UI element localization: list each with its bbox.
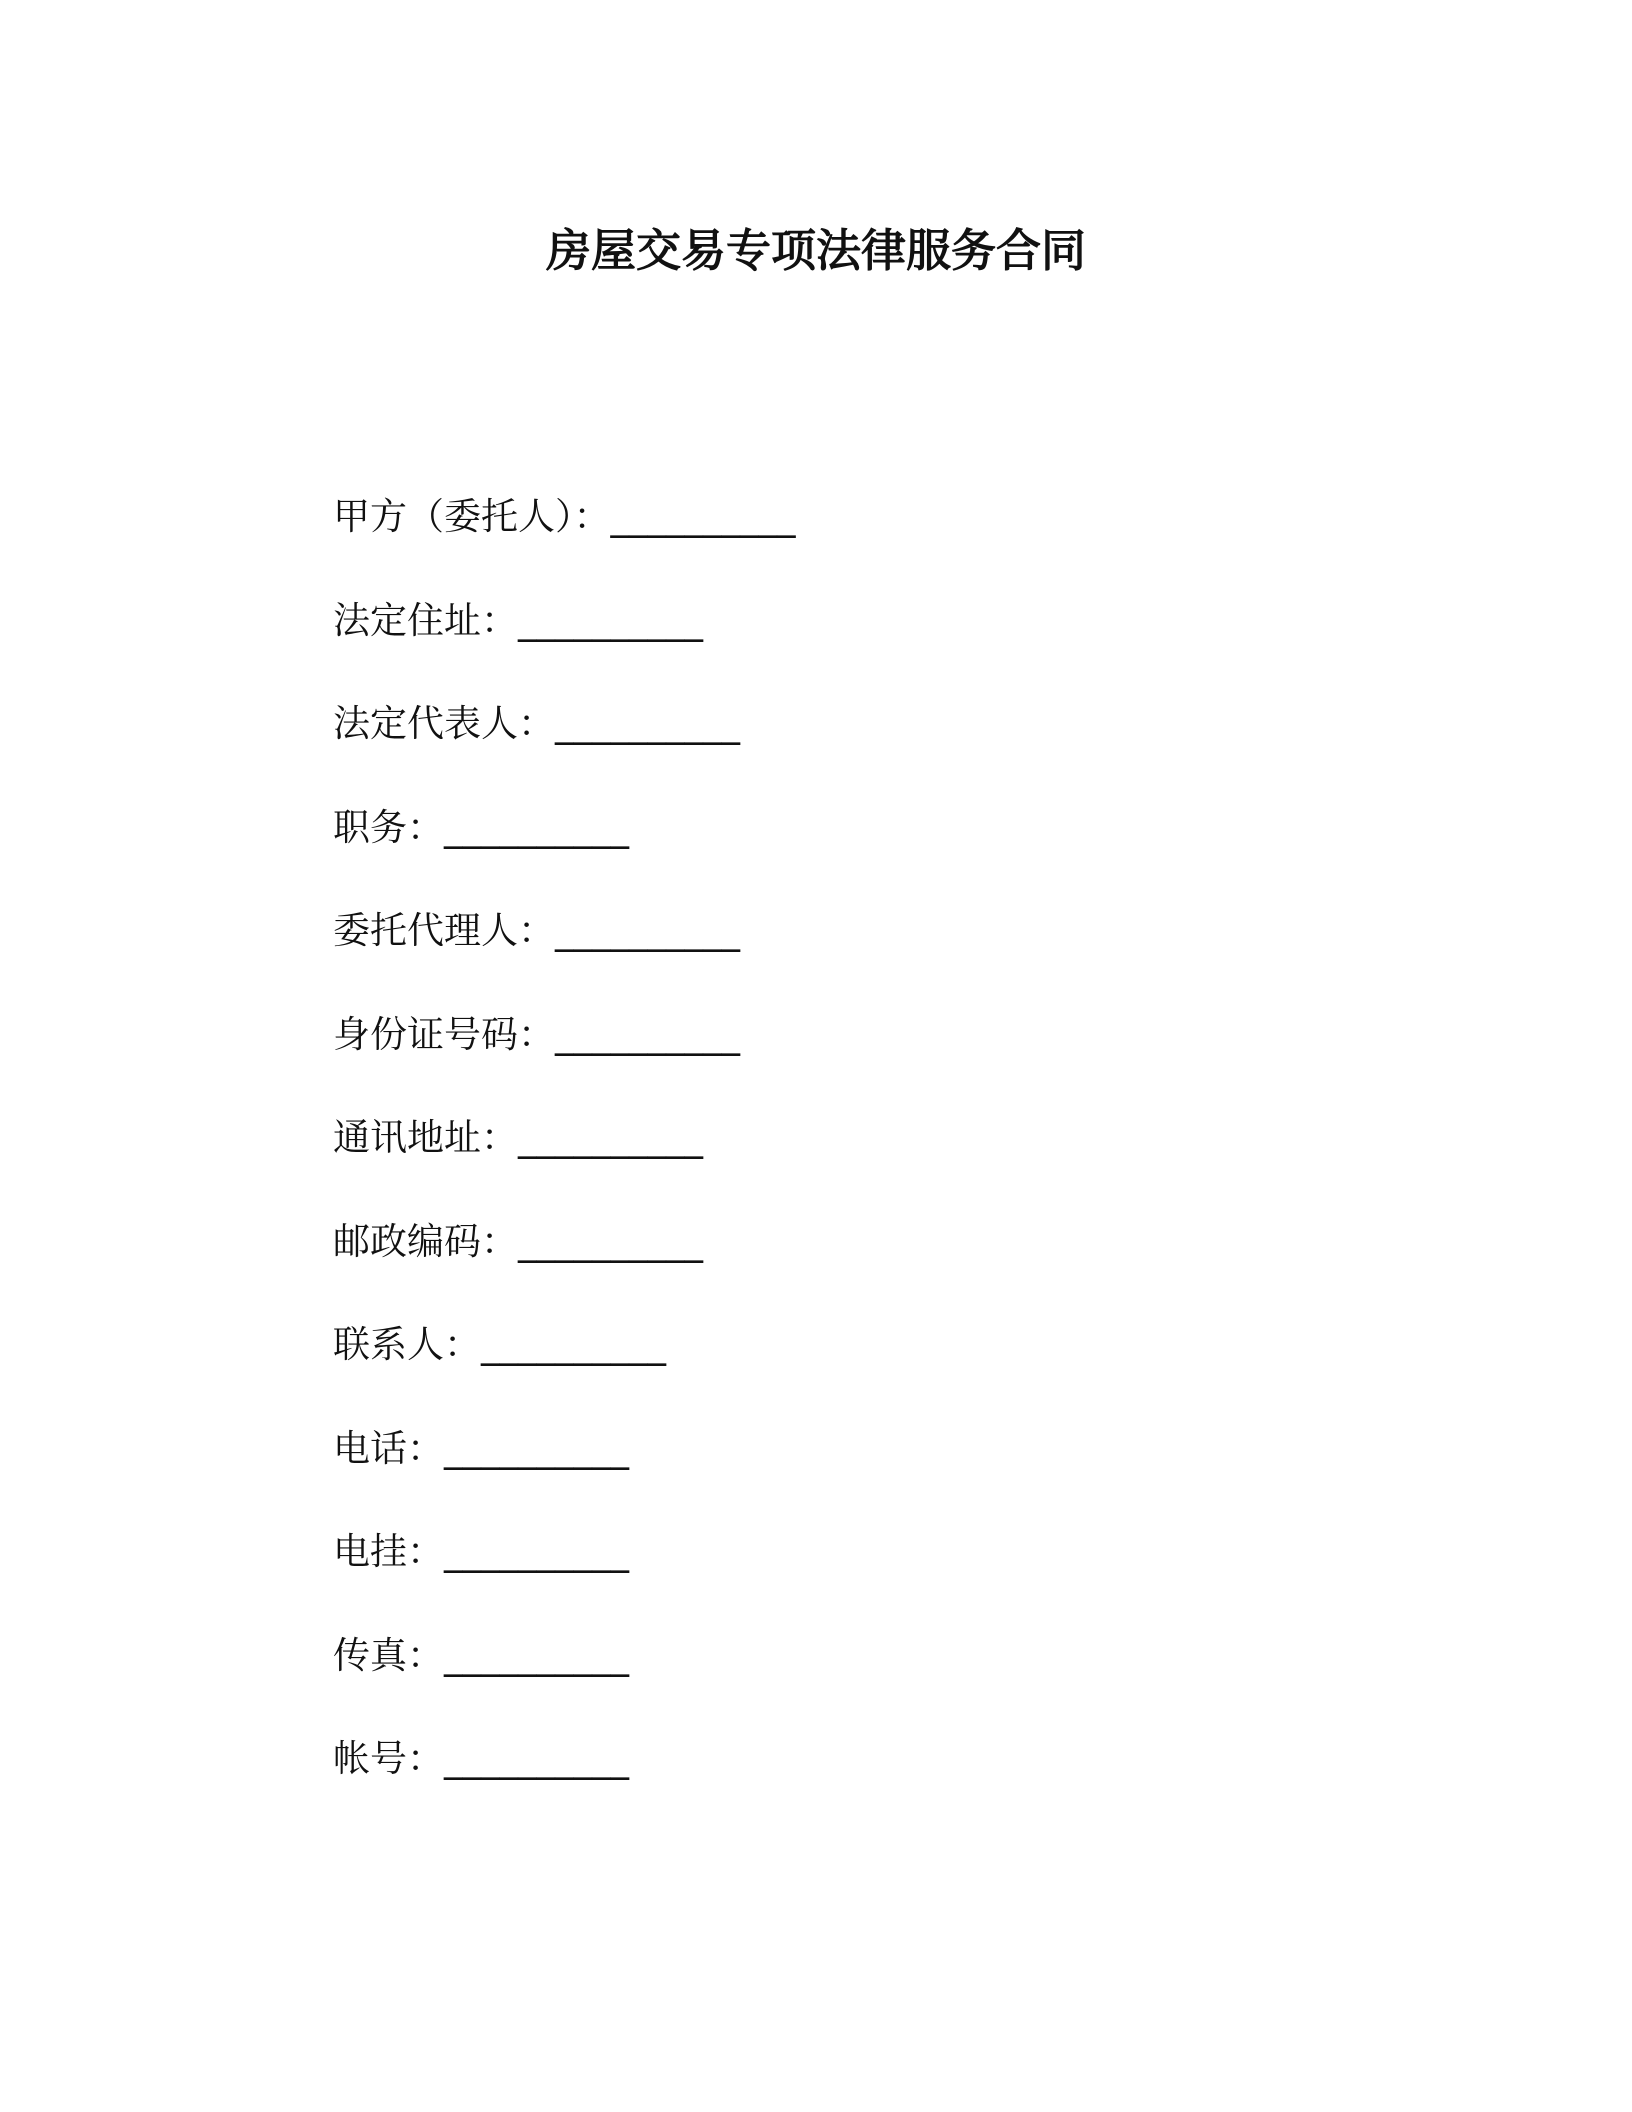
field-row-account [333, 1707, 1433, 1811]
document-title: 房屋交易专项法律服务合同 [545, 224, 1086, 277]
field-label: 通讯地址： [333, 1116, 518, 1159]
field-blank: __________ [481, 1323, 666, 1366]
field-blank: __________ [518, 1116, 703, 1159]
field-blank: __________ [444, 805, 629, 849]
field-row-id-number [333, 983, 1433, 1087]
field-row-position [333, 776, 1433, 880]
field-label: 邮政编码： [333, 1219, 518, 1263]
field-label: 电挂： [333, 1530, 444, 1573]
field-label: 传真： [333, 1633, 444, 1677]
field-blank: __________ [444, 1737, 629, 1780]
field-blank: __________ [444, 1633, 629, 1677]
field-row-legal-representative [333, 672, 1433, 776]
field-blank: __________ [555, 909, 740, 952]
field-blank: __________ [444, 1530, 629, 1573]
field-label: 甲方（委托人）： [333, 495, 611, 538]
field-blank: __________ [518, 598, 703, 642]
field-label: 联系人： [333, 1323, 481, 1366]
party-a-info-fields [333, 465, 1433, 1811]
field-row-party-a [333, 465, 1433, 569]
field-row-mailing-address [333, 1086, 1433, 1190]
field-label: 电话： [333, 1426, 444, 1470]
field-label: 法定住址： [333, 598, 518, 642]
field-row-postal-code [333, 1190, 1433, 1294]
field-row-phone [333, 1397, 1433, 1501]
field-row-contact-person [333, 1293, 1433, 1397]
field-label: 委托代理人： [333, 909, 555, 952]
field-row-telegraph [333, 1500, 1433, 1604]
field-blank: __________ [518, 1219, 703, 1263]
field-row-fax [333, 1604, 1433, 1708]
field-row-agent [333, 879, 1433, 983]
field-label: 职务： [333, 805, 444, 849]
field-blank: __________ [444, 1426, 629, 1470]
field-blank: __________ [610, 495, 796, 538]
field-blank: __________ [555, 702, 740, 745]
field-blank: __________ [555, 1012, 740, 1056]
field-label: 身份证号码： [333, 1012, 555, 1056]
field-label: 法定代表人： [333, 702, 555, 745]
field-label: 帐号： [333, 1737, 444, 1780]
field-row-legal-address [333, 569, 1433, 673]
